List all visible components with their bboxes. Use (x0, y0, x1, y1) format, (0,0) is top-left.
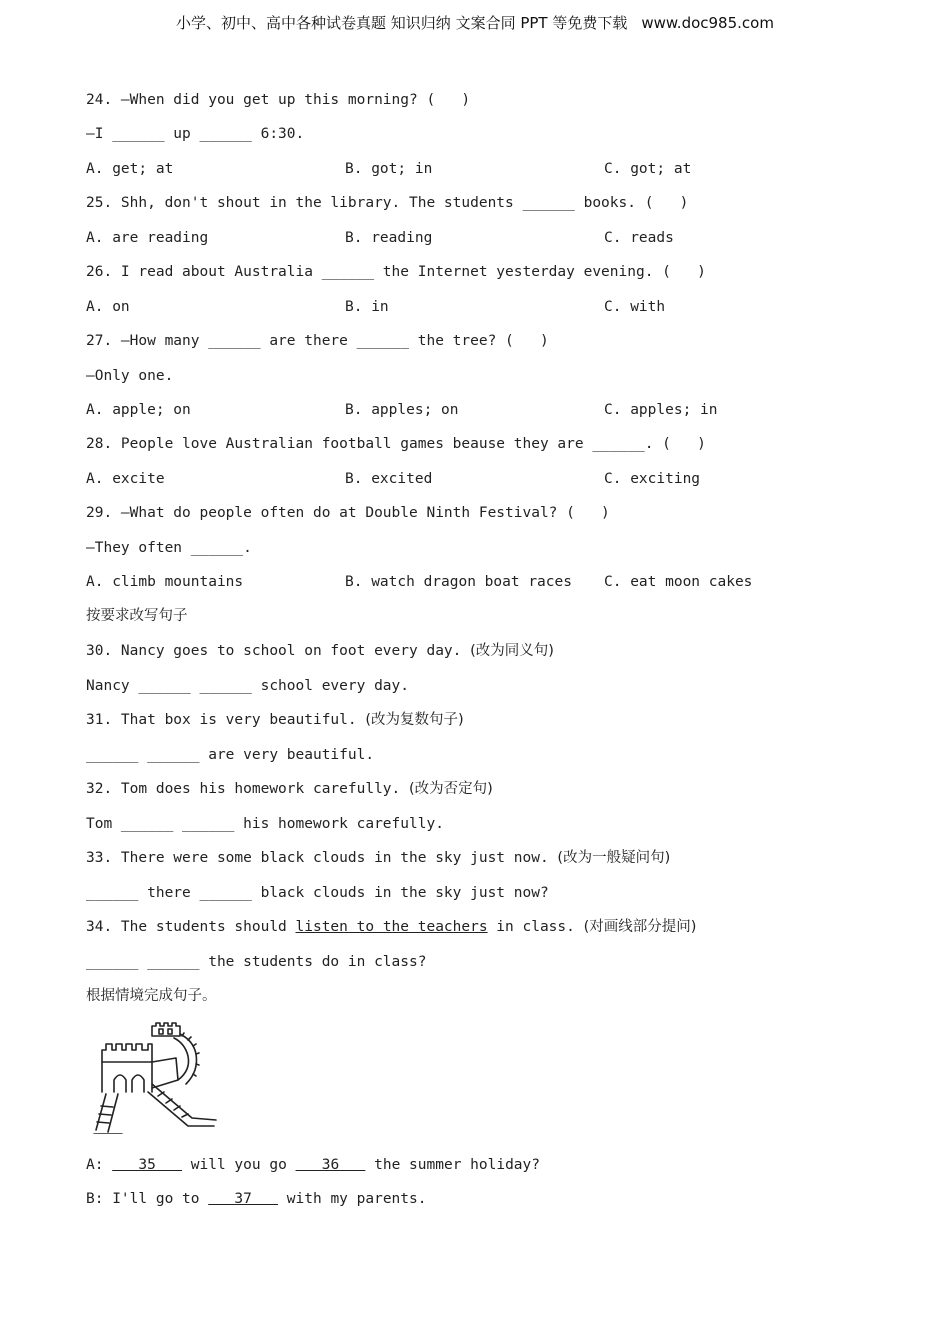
question-33-answer: ______ there ______ black clouds in the sky just now? (86, 885, 549, 901)
question-27-option-a: A. apple; on (86, 402, 191, 418)
question-32-stem (86, 779, 493, 799)
question-29-option-c: C. eat moon cakes (604, 574, 753, 590)
question-34-text-post: in class. (487, 919, 575, 935)
question-30-stem (86, 641, 554, 661)
question-31-stem (86, 710, 464, 730)
question-25-stem: 25. Shh, don't shout in the library. The students ______ books. ( ) (86, 195, 689, 211)
page-header (0, 12, 950, 33)
dialogue-a-mid: will you go (182, 1157, 296, 1173)
section-heading-situation: 根据情境完成句子。 (86, 988, 217, 1004)
question-29-reply: —They often ______. (86, 540, 252, 556)
question-28-option-b: B. excited (345, 471, 433, 487)
question-25-option-a: A. are reading (86, 230, 209, 246)
question-24-option-b: B. got; in (345, 161, 433, 177)
section-heading-rewrite: 按要求改写句子 (86, 608, 188, 624)
question-29-stem: 29. —What do people often do at Double Ninth Festival? ( ) (86, 505, 610, 521)
question-26-option-b: B. in (345, 299, 389, 315)
question-27-option-c: C. apples; in (604, 402, 718, 418)
question-25-option-c: C. reads (604, 230, 674, 246)
question-27-stem: 27. —How many ______ are there ______ the tree? ( ) (86, 333, 549, 349)
blank-36: 36 (295, 1157, 366, 1173)
question-28-option-c: C. exciting (604, 471, 701, 487)
question-28-option-a: A. excite (86, 471, 165, 487)
header-url[interactable]: www.doc985.com (641, 14, 774, 32)
question-28-stem: 28. People love Australian football games beause they are ______. ( ) (86, 436, 706, 452)
dialogue-b-post: with my parents. (278, 1191, 427, 1207)
question-26-stem: 26. I read about Australia ______ the Internet yesterday evening. ( ) (86, 264, 706, 280)
question-24-option-a: A. get; at (86, 161, 174, 177)
blank-35: 35 (112, 1157, 183, 1173)
question-26-option-c: C. with (604, 299, 666, 315)
dialogue-a-post: the summer holiday? (365, 1157, 540, 1173)
question-33-text: 33. There were some black clouds in the sky just now. (86, 850, 549, 866)
question-31-note: (改为复数句子) (365, 712, 464, 728)
question-32-note: (改为否定句) (409, 781, 493, 797)
question-24-stem: 24. —When did you get up this morning? ( ) (86, 92, 471, 108)
question-34-stem (86, 917, 696, 937)
dialogue-b-pre: B: I'll go to (86, 1191, 209, 1207)
question-24-option-c: C. got; at (604, 161, 692, 177)
question-30-note: (改为同义句) (470, 643, 554, 659)
question-34-note: (对画线部分提问) (583, 919, 697, 935)
question-27-option-b: B. apples; on (345, 402, 459, 418)
question-27-reply: —Only one. (86, 368, 174, 384)
dialogue-line-a (86, 1155, 540, 1175)
great-wall-illustration (92, 1022, 217, 1134)
question-29-option-a: A. climb mountains (86, 574, 244, 590)
question-34-underlined: listen to the teachers (295, 919, 488, 935)
question-33-note: (改为一般疑问句) (557, 850, 671, 866)
question-29-option-b: B. watch dragon boat races (345, 574, 572, 590)
header-title: 小学、初中、高中各种试卷真题 知识归纳 文案合同 PPT 等免费下载 (176, 14, 628, 32)
question-33-stem (86, 848, 670, 868)
question-31-text: 31. That box is very beautiful. (86, 712, 357, 728)
question-34-text-pre: 34. The students should (86, 919, 296, 935)
question-31-answer: ______ ______ are very beautiful. (86, 747, 375, 763)
question-26-option-a: A. on (86, 299, 130, 315)
question-24-reply: —I ______ up ______ 6:30. (86, 126, 305, 142)
question-32-text: 32. Tom does his homework carefully. (86, 781, 401, 797)
dialogue-a-pre: A: (86, 1157, 113, 1173)
question-30-text: 30. Nancy goes to school on foot every day. (86, 643, 462, 659)
question-32-answer: Tom ______ ______ his homework carefully. (86, 816, 444, 832)
question-25-option-b: B. reading (345, 230, 433, 246)
blank-37: 37 (208, 1191, 279, 1207)
question-34-answer: ______ ______ the students do in class? (86, 954, 427, 970)
question-30-answer: Nancy ______ ______ school every day. (86, 678, 410, 694)
dialogue-line-b (86, 1189, 426, 1209)
